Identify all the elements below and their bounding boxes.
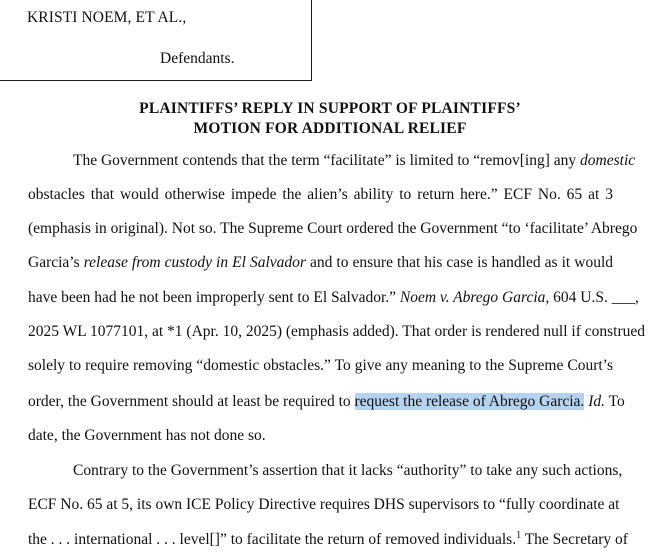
footnote-marker[interactable]: 1: [516, 529, 522, 541]
paragraph-1-line-5[interactable]: have been had he not been improperly sent to El Salvador.” Noem v. Abrego Garcia, 604 U.S. ___,: [28, 289, 639, 306]
paragraph-1-line-9[interactable]: date, the Government has not done so.: [28, 427, 266, 444]
case-caption-box: [0, 0, 312, 81]
paragraph-1-line-6[interactable]: 2025 WL 1077101, at *1 (Apr. 10, 2025) (emphasis added). That order is rendered null if construed: [28, 323, 645, 340]
document-title-line-2: MOTION FOR ADDITIONAL RELIEF: [193, 120, 467, 137]
paragraph-2-line-1[interactable]: Contrary to the Government’s assertion that it lacks “authority” to take any such actions,: [73, 462, 623, 479]
caption-party-name: KRISTI NOEM, ET AL.,: [27, 9, 187, 26]
paragraph-2-line-2[interactable]: ECF No. 65 at 5, its own ICE Policy Directive requires DHS supervisors to “fully coordinate at: [28, 496, 620, 513]
paragraph-1-line-8[interactable]: order, the Government should at least be required to request the release of Abrego Garcia. Id. To: [28, 393, 625, 410]
paragraph-1-line-7[interactable]: solely to require removing “domestic obstacles.” To give any meaning to the Supreme Court’s: [28, 357, 613, 374]
paragraph-1-line-1[interactable]: The Government contends that the term “facilitate” is limited to “remov[ing] any domestic: [73, 152, 636, 169]
caption-party-role: Defendants.: [160, 50, 235, 67]
document-title-line-1: PLAINTIFFS’ REPLY IN SUPPORT OF PLAINTIFFS’: [139, 100, 521, 117]
text-selection-highlight[interactable]: request the release of Abrego Garcia.: [354, 393, 585, 410]
paragraph-1-line-4[interactable]: Garcia’s release from custody in El Salvador and to ensure that his case is handled as it would: [28, 254, 613, 271]
paragraph-2-line-3[interactable]: the . . . international . . . level[]” to facilitate the return of removed individuals.$^1$ The Secretary of: [28, 529, 628, 548]
paragraph-1-line-3[interactable]: (emphasis in original). Not so. The Supreme Court ordered the Government “to ‘facilitate’ Abrego: [28, 220, 638, 237]
paragraph-1-line-2[interactable]: obstacles that would otherwise impede the alien’s ability to return here.” ECF No. 65 at 3: [28, 186, 613, 203]
